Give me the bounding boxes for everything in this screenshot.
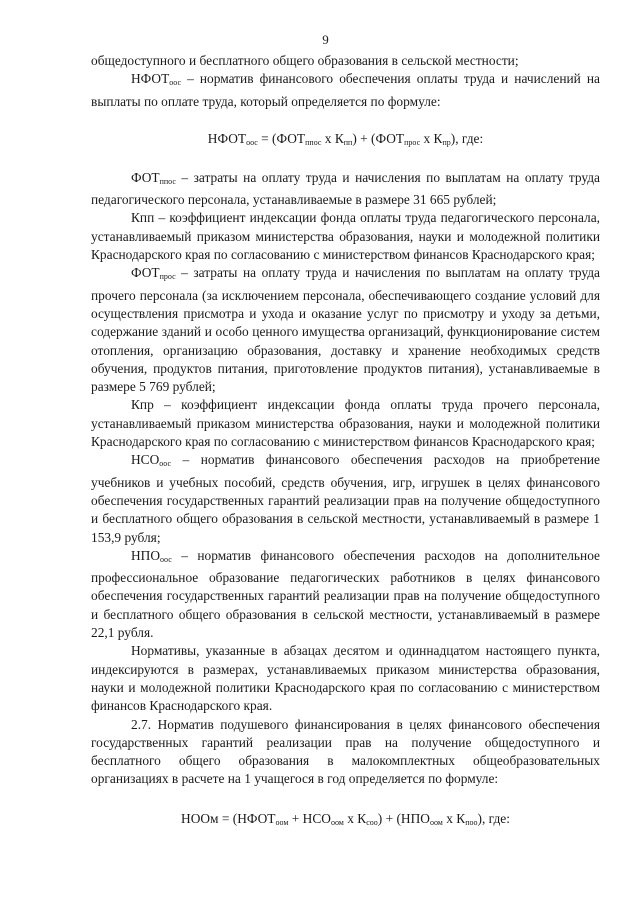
formula-subscript: оом [275,817,289,827]
paragraph-nfot-definition [91,70,600,111]
paragraph-npo [91,547,600,642]
formula-subscript: пр [442,137,451,147]
formula-subscript: оом [330,817,344,827]
definition-text: – норматив финансового обеспечения оплаты труда и начислений на выплаты по оплате труда, который определяется по формуле: [91,71,600,109]
formula-part: x К [442,810,466,826]
formula-part: ) + (ФОТ [352,130,405,146]
paragraph-fot-ppos [91,169,600,210]
term: НПО [131,547,161,563]
formula-part: ), где: [477,810,510,826]
formula-subscript: оом [429,817,443,827]
paragraph-nso [91,451,600,546]
formula-part: x К [420,130,443,146]
term: ФОТ [131,169,160,185]
paragraph-kpp: Кпп – коэффициент индексации фонда оплаты труда педагогического персонала, устанавливаемый приказом министерства образования, науки и молодежной политики Краснодарского края по согласованию с министерством финансов Краснодарского края; [91,210,600,263]
definition-text: – затраты на оплату труда и начисления по выплатам на оплату труда прочего персонала (за исключением персонала, обеспечивающего создание условий для осуществления присмотра и ухода и оказание услуг по присмотру и уходу за детьми, содержание зданий и особо ценного имущества организаций, функционирование систем отопления, организацию образования, доставку и хранение необходимых средств обучения, продуктов питания, приготовление продуктов питания), устанавливаемые в размере 5 769 рублей; [91,265,600,395]
term: ФОТ [131,265,160,281]
formula-part: ) + (НПО [377,810,430,826]
definition-text: – норматив финансового обеспечения расходов на приобретение учебников и учебных пособий, средств обучения, игр, игрушек в целях финансового обеспечения государственных гарантий реализации прав на получение общедоступного и бесплатного общего образования в сельской местности, устанавливаемый в размере 1 153,9 рубля; [91,452,600,545]
formula-subscript: оос [246,137,258,147]
formula-noom [91,811,600,827]
term-subscript: оос [159,459,172,469]
formula-part: НООм = (НФОТ [181,810,276,826]
formula-part: = (ФОТ [257,130,306,146]
formula-part: НФОТ [207,130,247,146]
term-subscript: ппос [159,176,176,186]
term-subscript: оос [160,554,172,564]
page-number: 9 [322,32,329,47]
formula-part: + НСО [288,810,331,826]
paragraph-fot-pros [91,264,600,396]
term-subscript: прос [159,272,176,282]
definition-text: – норматив финансового обеспечения расходов на дополнительное профессиональное образование педагогических работников в целях финансового обеспечения государственных гарантий реализации прав на получение общедоступного и бесплатного общего образования в сельской местности, устанавливаемый в размере 22,1 рубля. [91,547,600,641]
term: НФОТ [131,71,170,87]
definition-text: – затраты на оплату труда и начисления по выплатам на оплату труда педагогического персонала, устанавливаемые в размере 31 665 рублей; [91,169,600,208]
formula-part: x К [321,130,344,146]
term-subscript: оос [169,78,182,88]
paragraph-indexation: Нормативы, указанные в абзацах десятом и одиннадцатом настоящего пункта, индексируются в размерах, устанавливаемых приказом министерства образования, науки и молодежной политики Краснодарского края по согласованию с министерством финансов Краснодарского края. [91,643,600,714]
formula-subscript: прос [404,137,421,147]
formula-nfot [91,131,600,147]
paragraph-kpr: Кпр – коэффициент индексации фонда оплаты труда прочего персонала, устанавливаемый приказом министерства образования, науки и молодежной политики Краснодарского края по согласованию с министерством финансов Краснодарского края; [91,397,600,450]
formula-subscript: ппос [305,137,322,147]
formula-part: ), где: [450,130,484,146]
paragraph-2-7: 2.7. Норматив подушевого финансирования в целях финансового обеспечения государственных гарантий реализации прав на получение общедоступного и бесплатного общего образования в малокомплектных общеобразовательных организациях в расчете на 1 учащегося в год определяется по формуле: [91,716,600,787]
formula-part: x К [343,810,367,826]
formula-subscript: пп [343,137,353,147]
formula-subscript: соо [366,817,378,827]
formula-subscript: поо [465,817,478,827]
term: НСО [131,452,160,468]
paragraph-intro-end: общедоступного и бесплатного общего образования в сельской местности; [91,53,519,68]
